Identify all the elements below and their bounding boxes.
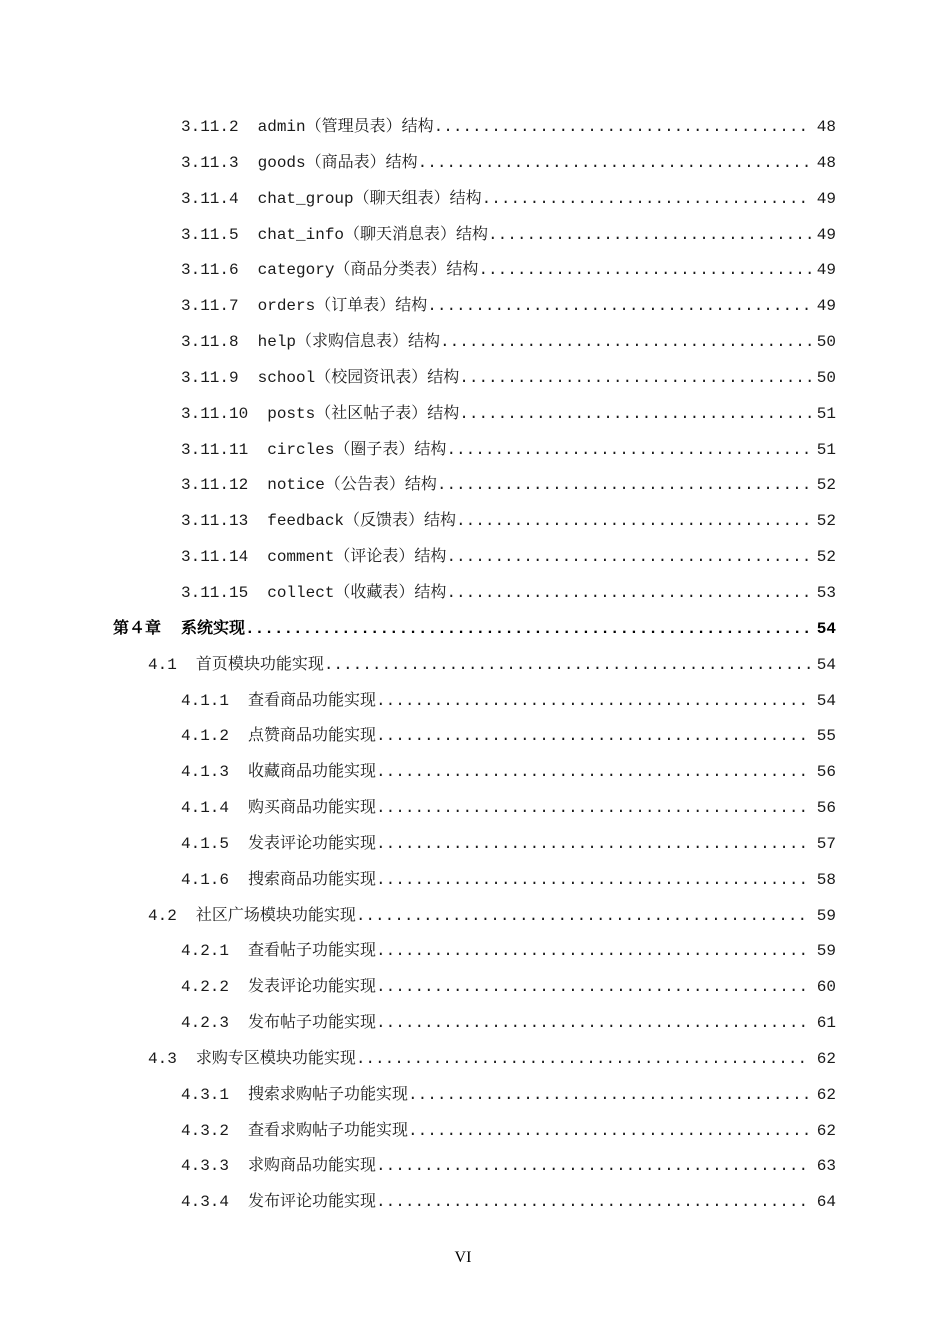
toc-entry-page: 62 (816, 1085, 836, 1104)
toc-dot-leader (418, 146, 811, 182)
toc-dot-leader (376, 1149, 811, 1185)
toc-dot-leader (376, 1185, 811, 1221)
toc-dot-leader (427, 289, 811, 325)
toc-entry-number: 3.11.13 (181, 512, 249, 531)
toc-subsection-entry (113, 218, 836, 254)
toc-entry-number: 3.11.10 (181, 404, 249, 423)
toc-entry-title: 发布评论功能实现 (248, 1193, 377, 1212)
toc-entry-page: 48 (816, 118, 836, 136)
toc-subsection-entry (113, 1078, 836, 1114)
toc-entry-title: 求购商品功能实现 (248, 1157, 377, 1176)
toc-entry-number: 4.1.3 (181, 763, 230, 782)
toc-entry-page: 49 (816, 225, 836, 244)
toc-subsection-entry (113, 1006, 836, 1042)
toc-subsection-entry (113, 684, 836, 720)
toc-entry-number: 3.11.3 (181, 153, 239, 172)
toc-subsection-entry (113, 361, 836, 397)
toc-entry-title: chat_info（聊天消息表）结构 (257, 225, 489, 244)
toc-entry-page: 56 (816, 763, 836, 782)
toc-dot-leader (456, 504, 811, 540)
toc-entry-number: 4.3 (148, 1049, 177, 1068)
toc-entry-page: 51 (816, 440, 836, 459)
toc-entry-title: admin（管理员表）结构 (257, 118, 434, 136)
table-of-contents (113, 110, 836, 1221)
toc-subsection-entry (113, 1114, 836, 1150)
toc-subsection-entry (113, 182, 836, 218)
toc-dot-leader (376, 719, 811, 755)
toc-entry-number: 4.1.5 (181, 834, 230, 853)
toc-entry-title: 点赞商品功能实现 (248, 727, 377, 746)
toc-entry-number: 4.1.4 (181, 799, 230, 818)
toc-entry-page: 62 (816, 1121, 836, 1140)
toc-entry-page: 58 (816, 870, 836, 889)
toc-entry-page: 56 (816, 799, 836, 818)
toc-dot-leader (356, 899, 811, 935)
toc-entry-number: 3.11.15 (181, 583, 249, 602)
toc-entry-page: 50 (816, 368, 836, 387)
toc-section-entry (113, 1042, 836, 1078)
toc-dot-leader (459, 397, 811, 433)
toc-entry-page: 57 (816, 834, 836, 853)
toc-entry-number: 3.11.14 (181, 548, 249, 567)
toc-subsection-entry (113, 433, 836, 469)
toc-dot-leader (459, 361, 811, 397)
toc-entry-title: feedback（反馈表）结构 (267, 512, 457, 531)
toc-entry-title: 搜索商品功能实现 (248, 870, 377, 889)
toc-entry-number: 3.11.12 (181, 476, 249, 495)
toc-entry-title: help（求购信息表）结构 (257, 333, 441, 352)
toc-entry-page: 54 (816, 655, 836, 674)
toc-dot-leader (446, 576, 810, 612)
toc-dot-leader (437, 468, 811, 504)
toc-entry-number: 3.11.6 (181, 261, 239, 280)
toc-dot-leader (376, 970, 811, 1006)
toc-entry-page: 49 (816, 261, 836, 280)
toc-subsection-entry (113, 253, 836, 289)
toc-subsection-entry (113, 146, 836, 182)
toc-dot-leader (376, 791, 811, 827)
toc-subsection-entry (113, 970, 836, 1006)
toc-subsection-entry (113, 827, 836, 863)
toc-subsection-entry (113, 934, 836, 970)
toc-entry-number: 4.1.1 (181, 691, 230, 710)
toc-entry-title: 发布帖子功能实现 (248, 1014, 377, 1033)
toc-entry-number: 4.3.3 (181, 1157, 230, 1176)
toc-entry-title: orders（订单表）结构 (257, 297, 428, 316)
toc-entry-page: 50 (816, 333, 836, 352)
toc-entry-number: 4.3.4 (181, 1193, 230, 1212)
toc-entry-title: 查看帖子功能实现 (248, 942, 377, 961)
toc-entry-page: 55 (816, 727, 836, 746)
toc-subsection-entry (113, 397, 836, 433)
toc-entry-title: 查看求购帖子功能实现 (248, 1121, 409, 1140)
toc-entry-page: 51 (816, 404, 836, 423)
toc-entry-number: 4.3.2 (181, 1121, 230, 1140)
toc-subsection-entry (113, 504, 836, 540)
toc-dot-leader (376, 934, 811, 970)
toc-dot-leader (446, 540, 810, 576)
page-number-footer: VI (454, 1249, 472, 1266)
toc-dot-leader (376, 1006, 811, 1042)
toc-entry-number: 3.11.2 (181, 118, 239, 136)
toc-dot-leader (440, 325, 811, 361)
toc-entry-title: collect（收藏表）结构 (267, 583, 447, 602)
toc-subsection-entry (113, 110, 836, 146)
toc-subsection-entry (113, 325, 836, 361)
toc-entry-page: 53 (816, 583, 836, 602)
toc-entry-title: 系统实现 (181, 619, 246, 638)
toc-entry-number: 4.3.1 (181, 1085, 230, 1104)
toc-entry-page: 49 (816, 297, 836, 316)
toc-entry-page: 54 (816, 619, 836, 638)
toc-dot-leader (408, 1078, 811, 1114)
toc-entry-page: 49 (816, 189, 836, 208)
toc-dot-leader (434, 110, 811, 146)
toc-subsection-entry (113, 755, 836, 791)
toc-entry-page: 52 (816, 476, 836, 495)
toc-dot-leader (482, 182, 811, 218)
toc-section-entry (113, 899, 836, 935)
toc-dot-leader (245, 612, 811, 648)
toc-dot-leader (356, 1042, 811, 1078)
toc-entry-page: 64 (816, 1193, 836, 1212)
toc-dot-leader (408, 1114, 811, 1150)
toc-entry-title: 社区广场模块功能实现 (195, 906, 356, 925)
toc-entry-title: school（校园资讯表）结构 (257, 368, 460, 387)
toc-entry-title: category（商品分类表）结构 (257, 261, 479, 280)
toc-entry-title: 搜索求购帖子功能实现 (248, 1085, 409, 1104)
toc-dot-leader (376, 684, 811, 720)
toc-subsection-entry (113, 540, 836, 576)
toc-entry-title: 求购专区模块功能实现 (195, 1049, 356, 1068)
toc-entry-title: posts（社区帖子表）结构 (267, 404, 460, 423)
toc-subsection-entry (113, 468, 836, 504)
toc-chapter-entry (113, 612, 836, 648)
toc-entry-title: circles（圈子表）结构 (267, 440, 447, 459)
toc-entry-page: 60 (816, 978, 836, 997)
toc-entry-page: 59 (816, 942, 836, 961)
toc-entry-page: 54 (816, 691, 836, 710)
toc-entry-number: 4.1.2 (181, 727, 230, 746)
toc-entry-number: 3.11.5 (181, 225, 239, 244)
toc-dot-leader (478, 253, 810, 289)
toc-entry-page: 63 (816, 1157, 836, 1176)
toc-entry-number: 第４章 (113, 619, 162, 638)
toc-dot-leader (324, 648, 811, 684)
toc-dot-leader (488, 218, 811, 254)
toc-entry-number: 3.11.8 (181, 333, 239, 352)
toc-subsection-entry (113, 1185, 836, 1221)
toc-section-entry (113, 648, 836, 684)
toc-entry-page: 48 (816, 153, 836, 172)
toc-entry-number: 4.1.6 (181, 870, 230, 889)
toc-dot-leader (376, 863, 811, 899)
toc-dot-leader (376, 755, 811, 791)
toc-entry-title: chat_group（聊天组表）结构 (257, 189, 482, 208)
toc-dot-leader (446, 433, 810, 469)
toc-subsection-entry (113, 289, 836, 325)
toc-entry-title: notice（公告表）结构 (267, 476, 437, 495)
toc-entry-title: 收藏商品功能实现 (248, 763, 377, 782)
toc-subsection-entry (113, 719, 836, 755)
toc-entry-page: 52 (816, 512, 836, 531)
toc-entry-number: 3.11.4 (181, 189, 239, 208)
toc-subsection-entry (113, 791, 836, 827)
toc-entry-number: 4.2.2 (181, 978, 230, 997)
toc-entry-title: 购买商品功能实现 (248, 799, 377, 818)
toc-subsection-entry (113, 1149, 836, 1185)
toc-entry-title: comment（评论表）结构 (267, 548, 447, 567)
toc-dot-leader (376, 827, 811, 863)
toc-entry-page: 59 (816, 906, 836, 925)
toc-entry-number: 3.11.11 (181, 440, 249, 459)
toc-entry-number: 4.2.3 (181, 1014, 230, 1033)
toc-entry-page: 61 (816, 1014, 836, 1033)
toc-entry-number: 4.2.1 (181, 942, 230, 961)
toc-entry-title: 查看商品功能实现 (248, 691, 377, 710)
toc-entry-number: 3.11.7 (181, 297, 239, 316)
toc-subsection-entry (113, 576, 836, 612)
toc-entry-title: 首页模块功能实现 (195, 655, 324, 674)
toc-entry-number: 3.11.9 (181, 368, 239, 387)
toc-entry-title: 发表评论功能实现 (248, 834, 377, 853)
toc-entry-number: 4.1 (148, 655, 177, 674)
toc-entry-page: 62 (816, 1049, 836, 1068)
toc-entry-title: 发表评论功能实现 (248, 978, 377, 997)
toc-entry-title: goods（商品表）结构 (257, 153, 418, 172)
toc-subsection-entry (113, 863, 836, 899)
toc-entry-number: 4.2 (148, 906, 177, 925)
toc-entry-page: 52 (816, 548, 836, 567)
